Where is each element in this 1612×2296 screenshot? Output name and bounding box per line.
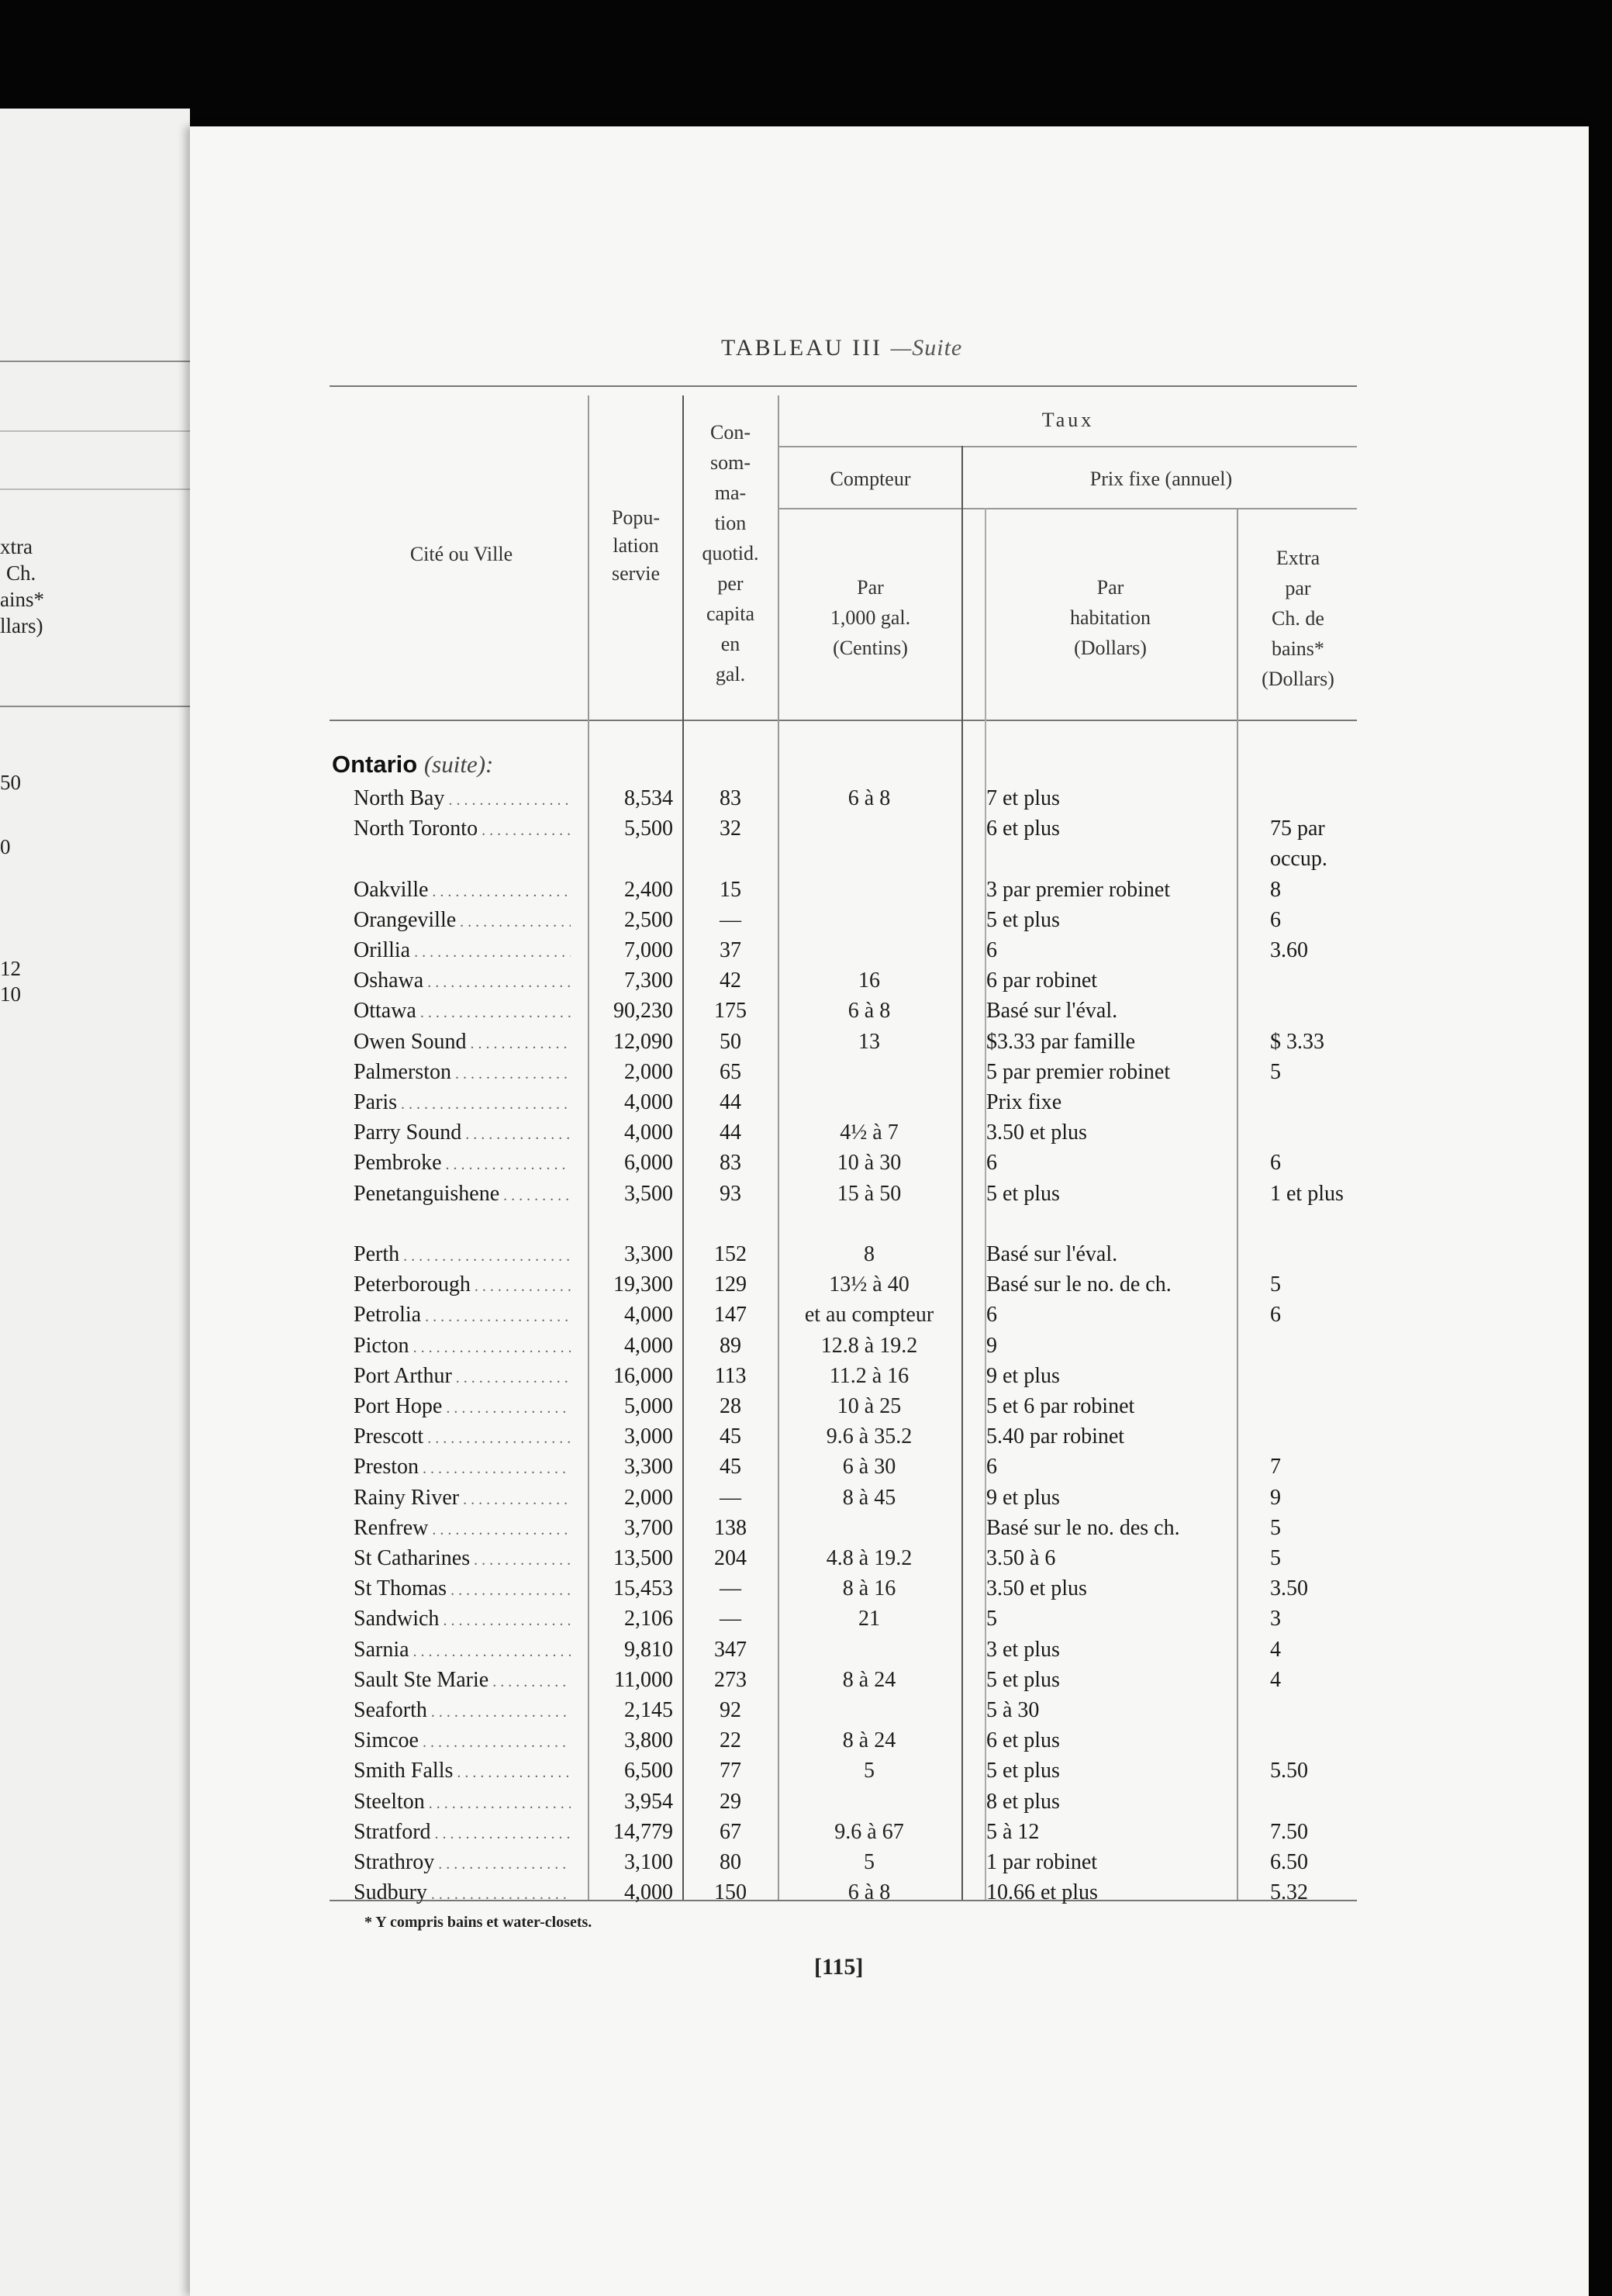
- header-consumption-line: tion: [714, 512, 747, 534]
- cell-city: Palmerston . . .: [354, 1057, 571, 1089]
- cell-population: 3,500: [624, 1181, 673, 1206]
- cell-consumption: 92: [720, 1698, 741, 1722]
- header-top-rule: [330, 385, 1357, 387]
- left-page-fragment: ains*: [0, 588, 44, 611]
- cell-meter-rate: 6 à 8: [847, 786, 891, 810]
- cell-consumption: 37: [720, 938, 741, 962]
- cell-consumption: 147: [714, 1303, 747, 1328]
- cell-population: 6,000: [624, 1151, 673, 1176]
- cell-extra-bath: 5: [1270, 1515, 1281, 1540]
- cell-city: Parry Sound . . .: [354, 1117, 571, 1150]
- cell-consumption: 175: [714, 999, 747, 1024]
- cell-consumption: 129: [714, 1272, 747, 1297]
- cell-extra-bath: 7: [1270, 1455, 1281, 1479]
- cell-population: 5,000: [624, 1394, 673, 1418]
- cell-consumption: 29: [720, 1789, 741, 1814]
- cell-city: North Bay . . .: [354, 783, 571, 816]
- cell-population: 4,000: [624, 1333, 673, 1358]
- cell-rate-per-dwelling: 6: [986, 938, 997, 962]
- header-par-1000-line: 1,000 gal.: [830, 606, 911, 629]
- cell-consumption: 50: [720, 1029, 741, 1054]
- cell-city: Steelton . . .: [354, 1787, 571, 1819]
- cell-population: 2,500: [624, 907, 673, 932]
- header-population: [591, 504, 681, 588]
- cell-meter-rate: 8: [864, 1242, 875, 1266]
- cell-extra-bath: 75 par occup.: [1270, 817, 1327, 872]
- cell-meter-rate: 6 à 8: [847, 999, 891, 1024]
- left-page-number: 10: [0, 982, 21, 1006]
- header-consumption-line: capita: [706, 602, 755, 625]
- cell-city: Renfrew . . .: [354, 1513, 571, 1545]
- cell-city: Preston . . .: [354, 1452, 571, 1484]
- column-separator: [1237, 508, 1238, 1900]
- cell-population: 2,145: [624, 1698, 673, 1722]
- header-extra-line: (Dollars): [1262, 668, 1334, 690]
- cell-consumption: 42: [720, 968, 741, 993]
- cell-consumption: 138: [714, 1515, 747, 1540]
- cell-consumption: 77: [720, 1759, 741, 1783]
- cell-rate-per-dwelling: 5 et plus: [986, 1181, 1060, 1206]
- cell-extra-bath: 5: [1270, 1546, 1281, 1570]
- header-consumption-line: gal.: [715, 663, 746, 685]
- cell-extra-bath: 3.50: [1270, 1576, 1308, 1601]
- header-par-1000-line: (Centins): [833, 637, 908, 659]
- cell-population: 3,954: [624, 1789, 673, 1814]
- table-title: [721, 335, 962, 361]
- cell-consumption: 83: [720, 1151, 741, 1176]
- cell-population: 14,779: [613, 1819, 673, 1844]
- cell-consumption: 150: [714, 1880, 747, 1905]
- cell-rate-per-dwelling: 3 par premier robinet: [986, 877, 1171, 902]
- header-city: Cité ou Ville: [409, 543, 513, 565]
- cell-rate-per-dwelling: 3.50 à 6: [986, 1546, 1056, 1570]
- cell-consumption: 347: [714, 1637, 747, 1662]
- cell-population: 19,300: [613, 1272, 673, 1297]
- header-consumption-line: Con-: [710, 421, 751, 444]
- header-par-habitation-line: habitation: [1070, 606, 1151, 629]
- cell-population: 11,000: [614, 1667, 673, 1692]
- cell-consumption: 273: [714, 1667, 747, 1692]
- cell-city: Perth . . .: [354, 1239, 571, 1272]
- cell-population: 9,810: [624, 1637, 673, 1662]
- cell-population: 4,000: [624, 1303, 673, 1328]
- cell-consumption: —: [720, 1576, 741, 1601]
- cell-consumption: 28: [720, 1394, 741, 1418]
- table-title-main: TABLEAU III: [721, 335, 883, 361]
- left-page-fragment: Ch.: [6, 561, 36, 585]
- header-extra-line: Extra: [1275, 547, 1320, 569]
- cell-rate-per-dwelling: Basé sur le no. des ch.: [986, 1515, 1180, 1540]
- cell-extra-bath: 9: [1270, 1485, 1281, 1510]
- cell-rate-per-dwelling: 5 et plus: [986, 907, 1060, 932]
- header-extra-line: Ch. de: [1272, 607, 1324, 630]
- cell-meter-rate: 8 à 45: [842, 1485, 896, 1510]
- cell-meter-rate: 4.8 à 19.2: [826, 1546, 913, 1570]
- cell-city: Orillia . . .: [354, 935, 571, 968]
- left-page-fragment: xtra: [0, 535, 33, 558]
- cell-rate-per-dwelling: 9 et plus: [986, 1485, 1060, 1510]
- left-page-rule: [0, 706, 190, 707]
- cell-rate-per-dwelling: 5 par premier robinet: [986, 1059, 1171, 1084]
- previous-page-edge: [0, 109, 190, 2296]
- document-page: [190, 126, 1589, 2296]
- cell-meter-rate: 8 à 16: [842, 1576, 896, 1601]
- cell-population: 4,000: [624, 1120, 673, 1145]
- subheader-underline-rule: [779, 508, 1357, 509]
- cell-population: 3,700: [624, 1515, 673, 1540]
- cell-consumption: 22: [720, 1728, 741, 1753]
- cell-consumption: —: [720, 1607, 741, 1631]
- cell-meter-rate: 13½ à 40: [829, 1272, 910, 1297]
- cell-consumption: 83: [720, 786, 741, 810]
- cell-consumption: 15: [720, 877, 741, 902]
- left-page-rule: [0, 430, 190, 432]
- header-extra: [1239, 543, 1357, 694]
- cell-population: 8,534: [624, 786, 673, 810]
- cell-consumption: 80: [720, 1850, 741, 1874]
- cell-city: Port Hope . . .: [354, 1391, 571, 1424]
- cell-meter-rate: 5: [864, 1759, 875, 1783]
- cell-city: Paris . . .: [354, 1087, 571, 1120]
- cell-meter-rate: 11.2 à 16: [829, 1363, 910, 1388]
- cell-population: 7,300: [624, 968, 673, 993]
- cell-population: 2,400: [624, 877, 673, 902]
- cell-rate-per-dwelling: 3 et plus: [986, 1637, 1060, 1662]
- header-consumption-line: som-: [710, 451, 751, 474]
- cell-population: 15,453: [613, 1576, 673, 1601]
- cell-population: 90,230: [613, 999, 673, 1024]
- cell-population: 3,100: [624, 1850, 673, 1874]
- cell-meter-rate: 9.6 à 67: [834, 1819, 904, 1844]
- cell-city: St Thomas . . .: [354, 1573, 571, 1606]
- cell-population: 2,000: [624, 1059, 673, 1084]
- cell-city: St Catharines . . .: [354, 1543, 571, 1576]
- cell-extra-bath: 5.50: [1270, 1759, 1308, 1783]
- cell-rate-per-dwelling: Prix fixe: [986, 1090, 1062, 1114]
- cell-extra-bath: 4: [1270, 1637, 1281, 1662]
- cell-consumption: 67: [720, 1819, 741, 1844]
- page-number: [115]: [814, 1954, 864, 1980]
- header-population-line: servie: [611, 562, 661, 585]
- cell-extra-bath: $ 3.33: [1270, 1029, 1324, 1054]
- cell-rate-per-dwelling: 5: [986, 1607, 997, 1631]
- cell-meter-rate: 8 à 24: [842, 1667, 896, 1692]
- cell-rate-per-dwelling: 3.50 et plus: [986, 1120, 1087, 1145]
- cell-extra-bath: 1 et plus: [1270, 1181, 1344, 1206]
- taux-underline-rule: [779, 446, 1357, 447]
- cell-population: 7,000: [624, 938, 673, 962]
- left-page-fragment: llars): [0, 614, 43, 637]
- cell-population: 13,500: [613, 1546, 673, 1570]
- cell-rate-per-dwelling: 9: [986, 1333, 997, 1358]
- header-taux: Taux: [1041, 409, 1095, 431]
- cell-city: Oshawa . . .: [354, 965, 571, 998]
- cell-meter-rate: 4½ à 7: [840, 1120, 899, 1145]
- cell-city: Pembroke . . .: [354, 1148, 571, 1180]
- left-page-rule: [0, 361, 190, 362]
- cell-city: Peterborough . . .: [354, 1269, 571, 1302]
- cell-rate-per-dwelling: 6: [986, 1455, 997, 1479]
- cell-population: 4,000: [624, 1880, 673, 1905]
- cell-city: Penetanguishene . . .: [354, 1179, 571, 1211]
- cell-city: Oakville . . .: [354, 875, 571, 907]
- cell-consumption: 113: [714, 1363, 747, 1388]
- cell-rate-per-dwelling: 3.50 et plus: [986, 1576, 1087, 1601]
- left-page-rule: [0, 489, 190, 490]
- cell-extra-bath: 6: [1270, 1151, 1281, 1176]
- header-consumption-line: en: [720, 633, 740, 655]
- cell-consumption: 45: [720, 1455, 741, 1479]
- cell-population: 2,000: [624, 1485, 673, 1510]
- cell-rate-per-dwelling: $3.33 par famille: [986, 1029, 1136, 1054]
- footnote: * Y compris bains et water-closets.: [364, 1914, 592, 1931]
- cell-population: 12,090: [613, 1029, 673, 1054]
- section-suffix: (suite):: [423, 751, 494, 778]
- header-extra-line: par: [1285, 577, 1311, 599]
- cell-meter-rate: 16: [858, 968, 880, 993]
- table-title-suffix: —Suite: [890, 335, 963, 361]
- cell-city: Smith Falls . . .: [354, 1756, 571, 1788]
- header-consumption: [685, 417, 775, 689]
- header-consumption-line: ma-: [714, 482, 747, 504]
- cell-consumption: —: [720, 1485, 741, 1510]
- cell-population: 3,000: [624, 1424, 673, 1449]
- header-par-habitation-line: (Dollars): [1074, 637, 1147, 659]
- cell-population: 3,300: [624, 1242, 673, 1266]
- section-heading: [332, 751, 493, 779]
- cell-rate-per-dwelling: 5 et 6 par robinet: [986, 1394, 1135, 1418]
- cell-city: Petrolia . . .: [354, 1300, 571, 1332]
- cell-population: 2,106: [624, 1607, 673, 1631]
- cell-extra-bath: 3.60: [1270, 938, 1308, 962]
- header-population-line: lation: [613, 534, 659, 557]
- cell-consumption: 152: [714, 1242, 747, 1266]
- cell-city: Sudbury . . .: [354, 1877, 571, 1910]
- cell-meter-rate: 10 à 25: [837, 1394, 902, 1418]
- cell-extra-bath: 5: [1270, 1272, 1281, 1297]
- cell-extra-bath: 7.50: [1270, 1819, 1308, 1844]
- cell-rate-per-dwelling: 6 par robinet: [986, 968, 1098, 993]
- cell-city: Picton . . .: [354, 1331, 571, 1363]
- cell-city: Rainy River . . .: [354, 1483, 571, 1515]
- cell-consumption: 44: [720, 1090, 741, 1114]
- cell-city: Owen Sound . . .: [354, 1027, 571, 1059]
- cell-rate-per-dwelling: 1 par robinet: [986, 1850, 1098, 1874]
- cell-consumption: 89: [720, 1333, 741, 1358]
- header-consumption-line: quotid.: [702, 542, 759, 565]
- cell-rate-per-dwelling: 5 à 30: [986, 1698, 1040, 1722]
- cell-rate-per-dwelling: 5 à 12: [986, 1819, 1040, 1844]
- left-page-number: 50: [0, 771, 21, 794]
- cell-meter-rate: 5: [864, 1850, 875, 1874]
- cell-meter-rate: 12.8 à 19.2: [820, 1333, 918, 1358]
- cell-population: 3,300: [624, 1455, 673, 1479]
- cell-consumption: 44: [720, 1120, 741, 1145]
- cell-rate-per-dwelling: Basé sur l'éval.: [986, 1242, 1118, 1266]
- cell-city: Sault Ste Marie . . .: [354, 1665, 571, 1697]
- left-page-number: 12: [0, 957, 21, 980]
- cell-city: Ottawa . . .: [354, 996, 571, 1028]
- cell-extra-bath: 5: [1270, 1059, 1281, 1084]
- cell-meter-rate: 10 à 30: [837, 1151, 902, 1176]
- cell-rate-per-dwelling: Basé sur le no. de ch.: [986, 1272, 1172, 1297]
- cell-population: 6,500: [624, 1759, 673, 1783]
- cell-extra-bath: 6: [1270, 907, 1281, 932]
- cell-extra-bath: 4: [1270, 1667, 1281, 1692]
- column-separator: [961, 446, 963, 1900]
- cell-city: Seaforth . . .: [354, 1695, 571, 1728]
- cell-meter-rate: 6 à 30: [842, 1455, 896, 1479]
- cell-rate-per-dwelling: 5 et plus: [986, 1759, 1060, 1783]
- section-name: Ontario: [332, 751, 418, 778]
- cell-city: Stratford . . .: [354, 1817, 571, 1849]
- cell-rate-per-dwelling: 6: [986, 1151, 997, 1176]
- header-par-habitation-line: Par: [1096, 576, 1124, 599]
- cell-rate-per-dwelling: Basé sur l'éval.: [986, 999, 1118, 1024]
- header-compteur: Compteur: [830, 468, 911, 490]
- cell-rate-per-dwelling: 6: [986, 1303, 997, 1328]
- cell-meter-rate: 15 à 50: [837, 1181, 902, 1206]
- cell-rate-per-dwelling: 6 et plus: [986, 1728, 1060, 1753]
- cell-extra-bath: 6.50: [1270, 1850, 1308, 1874]
- cell-consumption: 65: [720, 1059, 741, 1084]
- left-page-number: 0: [0, 835, 11, 858]
- cell-consumption: 45: [720, 1424, 741, 1449]
- header-extra-line: bains*: [1272, 637, 1324, 660]
- cell-city: Simcoe . . .: [354, 1725, 571, 1758]
- cell-population: 16,000: [613, 1363, 673, 1388]
- header-par-1000-line: Par: [857, 576, 884, 599]
- cell-population: 4,000: [624, 1090, 673, 1114]
- cell-rate-per-dwelling: 5.40 par robinet: [986, 1424, 1125, 1449]
- header-consumption-line: per: [717, 572, 744, 595]
- cell-consumption: 204: [714, 1546, 747, 1570]
- cell-rate-per-dwelling: 7 et plus: [986, 786, 1060, 810]
- cell-meter-rate: 6 à 8: [847, 1880, 891, 1905]
- cell-extra-bath: 8: [1270, 877, 1281, 902]
- cell-consumption: 93: [720, 1181, 741, 1206]
- cell-population: 5,500: [624, 817, 673, 841]
- cell-meter-rate: 8 à 24: [842, 1728, 896, 1753]
- cell-consumption: —: [720, 907, 741, 932]
- header-population-line: Popu-: [611, 506, 661, 529]
- cell-rate-per-dwelling: 9 et plus: [986, 1363, 1060, 1388]
- header-par-habitation: [986, 572, 1234, 663]
- cell-meter-rate: 13: [858, 1029, 880, 1054]
- cell-city: Port Arthur . . .: [354, 1361, 571, 1393]
- header-par-1000: [779, 572, 961, 663]
- cell-city: Sarnia . . .: [354, 1635, 571, 1667]
- cell-rate-per-dwelling: 10.66 et plus: [986, 1880, 1098, 1905]
- cell-city: Strathroy . . .: [354, 1847, 571, 1880]
- cell-extra-bath: 3: [1270, 1607, 1281, 1631]
- cell-meter-rate: 21: [858, 1607, 880, 1631]
- cell-consumption: 32: [720, 817, 741, 841]
- cell-meter-rate: et au compteur: [804, 1303, 934, 1328]
- cell-extra-bath: 6: [1270, 1303, 1281, 1328]
- cell-rate-per-dwelling: 8 et plus: [986, 1789, 1060, 1814]
- cell-meter-rate: 9.6 à 35.2: [826, 1424, 913, 1449]
- cell-city: Orangeville . . .: [354, 905, 571, 937]
- cell-rate-per-dwelling: 5 et plus: [986, 1667, 1060, 1692]
- header-prix-fixe: Prix fixe (annuel): [1089, 468, 1233, 490]
- cell-rate-per-dwelling: 6 et plus: [986, 817, 1060, 841]
- cell-population: 3,800: [624, 1728, 673, 1753]
- cell-extra-bath: 5.32: [1270, 1880, 1308, 1905]
- cell-city: Prescott . . .: [354, 1421, 571, 1454]
- header-bottom-rule: [330, 720, 1357, 721]
- cell-city: North Toronto . . .: [354, 813, 571, 846]
- cell-city: Sandwich . . .: [354, 1604, 571, 1636]
